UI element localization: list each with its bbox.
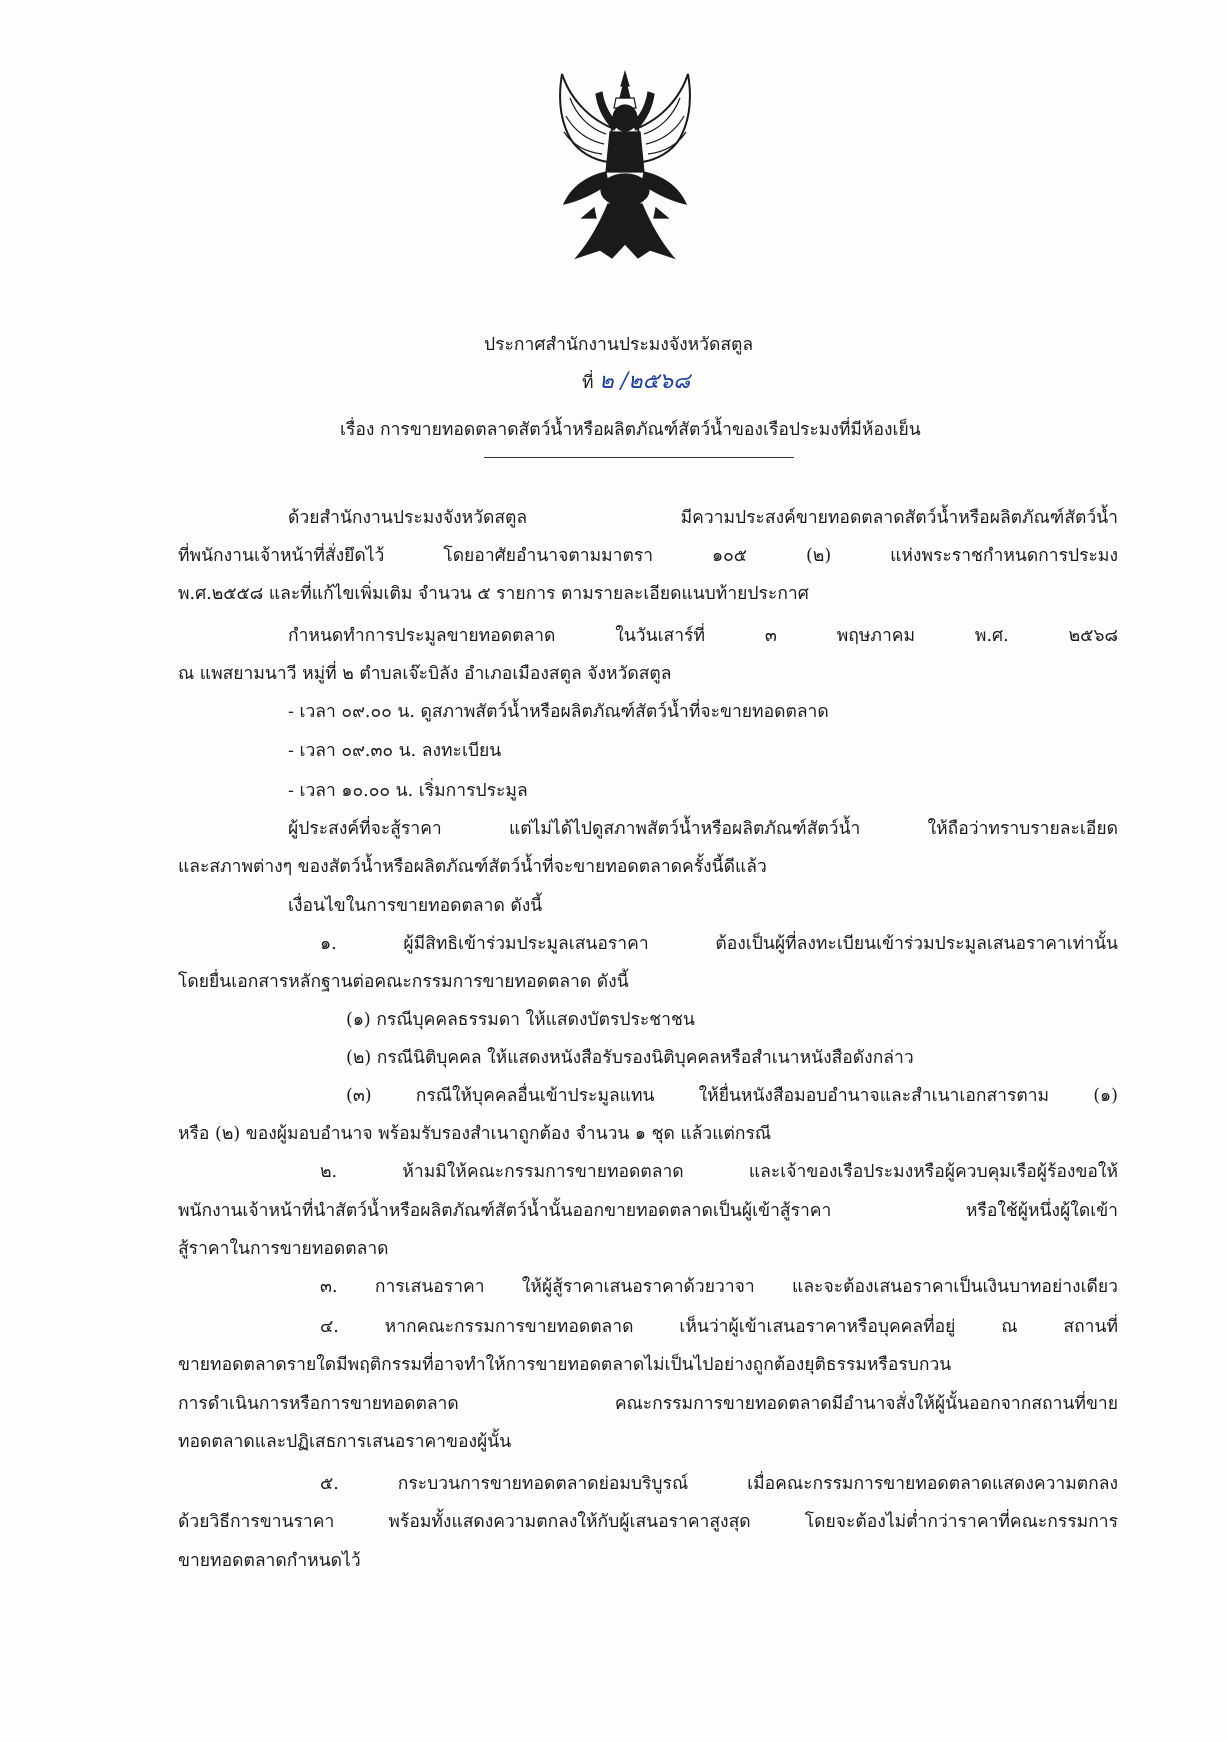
condition-4-line: การดำเนินการหรือการขายทอดตลาด คณะกรรมการขายทอดตลาดมีอำนาจสั่งให้ผู้นั้นออกจากสถานที่ขาย	[178, 1394, 1118, 1414]
intro-line: พ.ศ.๒๕๕๘ และที่แก้ไขเพิ่มเติม จำนวน ๕ รายการ ตามรายละเอียดแนบท้ายประกาศ	[178, 584, 809, 604]
condition-5-line: ด้วยวิธีการขานราคา พร้อมทั้งแสดงความตกลงให้กับผู้เสนอราคาสูงสุด โดยจะต้องไม่ต่ำกว่าราคาที่คณะกรรมการ	[178, 1512, 1118, 1532]
schedule-line: ณ แพสยามนาวี หมู่ที่ ๒ ตำบลเจ๊ะบิลัง อำเภอเมืองสตูล จังหวัดสตูล	[178, 664, 672, 684]
condition-4-line: ๔. หากคณะกรรมการขายทอดตลาด เห็นว่าผู้เข้าเสนอราคาหรือบุคคลที่อยู่ ณ สถานที่	[320, 1317, 1118, 1337]
time-item: - เวลา ๐๙.๓๐ น. ลงทะเบียน	[288, 741, 502, 761]
conditions-heading: เงื่อนไขในการขายทอดตลาด ดังนี้	[288, 896, 543, 916]
condition-2-line: พนักงานเจ้าหน้าที่นำสัตว์น้ำหรือผลิตภัณฑ์สัตว์น้ำนั้นออกขายทอดตลาดเป็นผู้เข้าสู้ราคา หรือใช้ผู้หนึ่งผู้ใดเข้า	[178, 1201, 1118, 1221]
condition-2-line: ๒. ห้ามมิให้คณะกรรมการขายทอดตลาด และเจ้าของเรือประมงหรือผู้ควบคุมเรือผู้ร้องขอให้	[320, 1162, 1118, 1182]
condition-4-line: ขายทอดตลาดรายใดมีพฤติกรรมที่อาจทำให้การขายทอดตลาดไม่เป็นไปอย่างถูกต้องยุติธรรมหรือรบกวน	[178, 1355, 952, 1375]
schedule-line: กำหนดทำการประมูลขายทอดตลาด ในวันเสาร์ที่ ๓ พฤษภาคม พ.ศ. ๒๕๖๘	[288, 626, 1118, 646]
condition-1-sub: หรือ (๒) ของผู้มอบอำนาจ พร้อมรับรองสำเนาถูกต้อง จำนวน ๑ ชุด แล้วแต่กรณี	[178, 1124, 772, 1144]
subject-underline	[484, 457, 794, 458]
time-item: - เวลา ๐๙.๐๐ น. ดูสภาพสัตว์น้ำหรือผลิตภัณฑ์สัตว์น้ำที่จะขายทอดตลาด	[288, 702, 829, 722]
condition-1-sub: (๓) กรณีให้บุคคลอื่นเข้าประมูลแทน ให้ยื่นหนังสือมอบอำนาจและสำเนาเอกสารตาม (๑)	[346, 1086, 1118, 1106]
condition-5-line: ขายทอดตลาดกำหนดไว้	[178, 1551, 361, 1571]
intro-line: ด้วยสำนักงานประมงจังหวัดสตูล มีความประสงค์ขายทอดตลาดสัตว์น้ำหรือผลิตภัณฑ์สัตว์น้ำ	[288, 508, 1118, 528]
agency-title: ประกาศสำนักงานประมงจังหวัดสตูล	[484, 335, 754, 355]
condition-1-sub: (๑) กรณีบุคคลธรรมดา ให้แสดงบัตรประชาชน	[346, 1010, 695, 1030]
condition-5-line: ๕. กระบวนการขายทอดตลาดย่อมบริบูรณ์ เมื่อคณะกรรมการขายทอดตลาดแสดงความตกลง	[320, 1474, 1118, 1494]
subject-line: เรื่อง การขายทอดตลาดสัตว์น้ำหรือผลิตภัณฑ์สัตว์น้ำของเรือประมงที่มีห้องเย็น	[340, 420, 921, 440]
time-item: - เวลา ๑๐.๐๐ น. เริ่มการประมูล	[288, 781, 528, 801]
notice-line: ผู้ประสงค์ที่จะสู้ราคา แต่ไม่ได้ไปดูสภาพสัตว์น้ำหรือผลิตภัณฑ์สัตว์น้ำ ให้ถือว่าทราบรายละเอียด	[288, 819, 1118, 839]
intro-line: ที่พนักงานเจ้าหน้าที่สั่งยึดไว้ โดยอาศัยอำนาจตามมาตรา ๑๐๕ (๒) แห่งพระราชกำหนดการประมง	[178, 546, 1118, 566]
condition-2-line: สู้ราคาในการขายทอดตลาด	[178, 1239, 389, 1259]
notice-line: และสภาพต่างๆ ของสัตว์น้ำหรือผลิตภัณฑ์สัตว์น้ำที่จะขายทอดตลาดครั้งนี้ดีแล้ว	[178, 857, 767, 877]
handwritten-number: ๒ /๒๕๖๘	[599, 369, 691, 394]
condition-1-line: โดยยื่นเอกสารหลักฐานต่อคณะกรรมการขายทอดตลาด ดังนี้	[178, 972, 629, 992]
number-prefix: ที่	[582, 373, 594, 393]
condition-4-line: ทอดตลาดและปฏิเสธการเสนอราคาของผู้นั้น	[178, 1432, 512, 1452]
announcement-number	[582, 367, 690, 397]
condition-3-line: ๓. การเสนอราคา ให้ผู้สู้ราคาเสนอราคาด้วยวาจา และจะต้องเสนอราคาเป็นเงินบาทอย่างเดียว	[320, 1277, 1118, 1297]
condition-1-line: ๑. ผู้มีสิทธิเข้าร่วมประมูลเสนอราคา ต้องเป็นผู้ที่ลงทะเบียนเข้าร่วมประมูลเสนอราคาเท่านั้น	[320, 934, 1118, 954]
garuda-emblem-icon	[548, 68, 702, 264]
condition-1-sub: (๒) กรณีนิติบุคคล ให้แสดงหนังสือรับรองนิติบุคคลหรือสำเนาหนังสือดังกล่าว	[346, 1048, 914, 1068]
